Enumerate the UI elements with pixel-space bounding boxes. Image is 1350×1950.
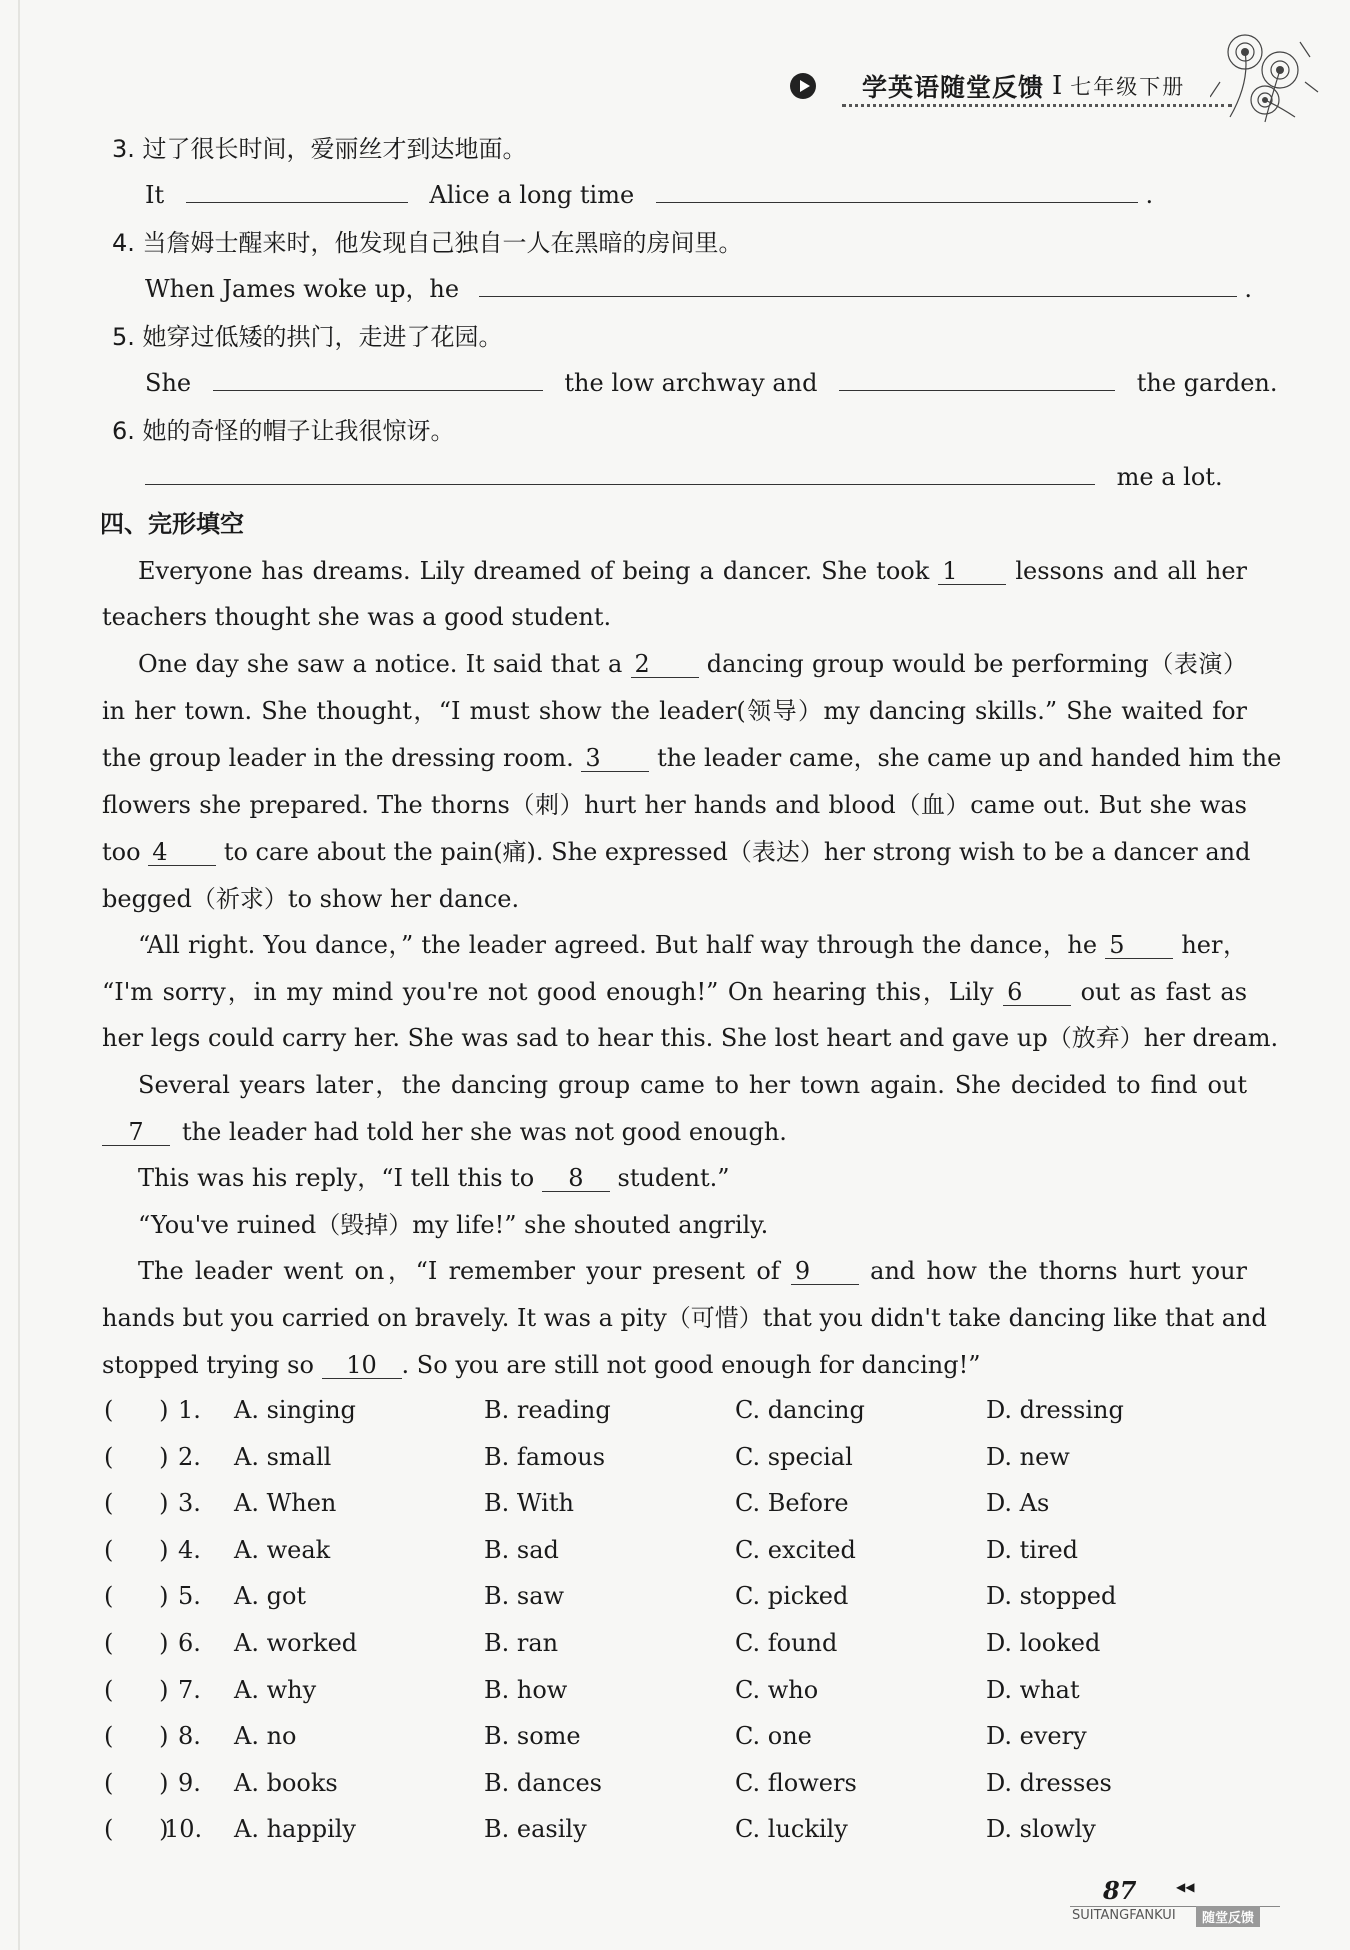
option-a[interactable]: A. singing bbox=[234, 1396, 356, 1424]
option-d[interactable]: D. looked bbox=[986, 1629, 1101, 1657]
cloze-line: begged（祈求）to show her dance. bbox=[102, 885, 520, 913]
option-c[interactable]: C. special bbox=[735, 1442, 853, 1471]
cloze-text: the group leader in the dressing room. bbox=[102, 744, 574, 772]
option-row bbox=[104, 1768, 1204, 1800]
option-a[interactable]: A. no bbox=[234, 1722, 297, 1751]
option-number: 1. bbox=[178, 1396, 201, 1424]
option-row bbox=[104, 1814, 1204, 1846]
cloze-line bbox=[102, 1070, 1247, 1100]
option-d[interactable]: D. new bbox=[986, 1442, 1070, 1471]
cloze-text: lessons and all her bbox=[1015, 557, 1247, 585]
cloze-text: One day she saw a notice. It said that a bbox=[138, 650, 623, 678]
option-d[interactable]: D. every bbox=[986, 1722, 1087, 1751]
option-number: 10. bbox=[164, 1815, 203, 1844]
option-number: 6. bbox=[178, 1629, 201, 1657]
option-row bbox=[104, 1442, 1204, 1474]
footer-brand-box: 随堂反馈 bbox=[1196, 1906, 1260, 1927]
footer-arrows-icon: ◀◀ bbox=[1176, 1880, 1195, 1894]
cloze-text: and how the thorns hurt your bbox=[870, 1257, 1247, 1285]
option-row bbox=[104, 1721, 1204, 1753]
question-6-english bbox=[145, 462, 1223, 492]
cloze-line bbox=[102, 930, 1247, 960]
option-b[interactable]: B. ran bbox=[484, 1629, 559, 1657]
q5-text-1: She bbox=[145, 369, 192, 397]
option-number: 8. bbox=[178, 1722, 201, 1751]
option-b[interactable]: B. sad bbox=[484, 1535, 559, 1564]
answer-parentheses[interactable]: ( ) bbox=[104, 1629, 169, 1657]
option-b[interactable]: B. dances bbox=[484, 1768, 602, 1797]
blank-2[interactable]: 2 bbox=[631, 651, 699, 678]
option-c[interactable]: C. who bbox=[735, 1675, 819, 1704]
page-header bbox=[790, 66, 1185, 106]
cloze-text: to care about the pain(痛). She expressed（表达）her strong wish to be a dancer and bbox=[223, 838, 1251, 866]
option-b[interactable]: B. reading bbox=[484, 1396, 611, 1424]
cloze-text: “You've ruined（毁掉）my life!” she shouted angrily. bbox=[138, 1211, 769, 1239]
cloze-text: out as fast as bbox=[1080, 978, 1248, 1006]
cloze-line bbox=[102, 556, 1247, 586]
cloze-text: . So you are still not good enough for dancing!” bbox=[401, 1351, 981, 1379]
cloze-line bbox=[102, 743, 1282, 773]
option-c[interactable]: C. luckily bbox=[735, 1815, 848, 1844]
option-row bbox=[104, 1675, 1204, 1707]
q4-blank[interactable] bbox=[479, 274, 1237, 297]
option-a[interactable]: A. happily bbox=[234, 1815, 356, 1844]
answer-parentheses[interactable]: ( ) bbox=[104, 1535, 169, 1564]
option-number: 5. bbox=[178, 1582, 201, 1611]
option-c[interactable]: C. found bbox=[735, 1629, 838, 1657]
answer-parentheses[interactable]: ( ) bbox=[104, 1442, 169, 1471]
q4-end: . bbox=[1244, 275, 1253, 303]
cloze-line bbox=[102, 1256, 1247, 1286]
cloze-line: hands but you carried on bravely. It was a pity（可惜）that you didn't take dancing like that and bbox=[102, 1304, 1267, 1332]
cloze-text: This was his reply，“I tell this to bbox=[138, 1164, 535, 1192]
q5-text-2: the low archway and bbox=[564, 369, 818, 397]
blank-5[interactable]: 5 bbox=[1105, 932, 1173, 959]
book-title: 学英语随堂反馈 bbox=[862, 73, 1045, 102]
q3-text-1: It bbox=[145, 181, 165, 209]
option-d[interactable]: D. dressing bbox=[986, 1396, 1124, 1424]
option-d[interactable]: D. what bbox=[986, 1675, 1080, 1704]
blank-4[interactable]: 4 bbox=[148, 839, 216, 866]
option-d[interactable]: D. stopped bbox=[986, 1582, 1117, 1611]
cloze-line: in her town. She thought，“I must show the leader(领导）my dancing skills.” She waited for bbox=[102, 697, 1247, 725]
option-c[interactable]: C. flowers bbox=[735, 1768, 857, 1797]
option-row bbox=[104, 1488, 1204, 1520]
answer-parentheses[interactable]: ( ) bbox=[104, 1675, 169, 1704]
option-b[interactable]: B. With bbox=[484, 1489, 574, 1518]
cloze-line bbox=[102, 1210, 768, 1240]
q3-text-2: Alice a long time bbox=[429, 181, 635, 209]
option-a[interactable]: A. weak bbox=[234, 1535, 331, 1564]
footer-brand: SUITANGFANKUI bbox=[1072, 1908, 1176, 1923]
blank-1[interactable]: 1 bbox=[938, 558, 1006, 585]
play-icon bbox=[790, 73, 816, 99]
option-b[interactable]: B. how bbox=[484, 1675, 568, 1704]
cloze-line bbox=[102, 1163, 730, 1193]
cloze-text: her， bbox=[1181, 931, 1247, 959]
cloze-line: her legs could carry her. She was sad to hear this. She lost heart and gave up（放弃）her dream. bbox=[102, 1024, 1279, 1052]
option-b[interactable]: B. famous bbox=[484, 1442, 606, 1471]
cloze-line bbox=[102, 1117, 787, 1147]
blank-10[interactable]: 10 bbox=[322, 1352, 402, 1379]
option-row bbox=[104, 1395, 1204, 1427]
header-separator: I bbox=[1052, 71, 1063, 101]
answer-parentheses[interactable]: ( ) bbox=[104, 1815, 169, 1844]
option-d[interactable]: D. As bbox=[986, 1489, 1050, 1518]
option-a[interactable]: A. When bbox=[234, 1489, 337, 1518]
option-number: 3. bbox=[178, 1489, 201, 1518]
option-d[interactable]: D. dresses bbox=[986, 1768, 1112, 1797]
cloze-text: the leader came，she came up and handed him the bbox=[657, 744, 1282, 772]
option-number: 7. bbox=[178, 1675, 201, 1704]
answer-parentheses[interactable]: ( ) bbox=[104, 1396, 169, 1424]
option-c[interactable]: C. dancing bbox=[735, 1396, 865, 1424]
sunflower-logo-icon bbox=[1210, 22, 1320, 132]
option-d[interactable]: D. slowly bbox=[986, 1815, 1096, 1844]
blank-3[interactable]: 3 bbox=[581, 745, 649, 772]
answer-parentheses[interactable]: ( ) bbox=[104, 1489, 169, 1518]
q5-blank-2[interactable] bbox=[839, 368, 1115, 391]
cloze-line bbox=[102, 837, 1251, 867]
header-dotted-rule bbox=[842, 104, 1232, 107]
q5-text-3: the garden. bbox=[1136, 369, 1278, 397]
q6-end: me a lot. bbox=[1116, 463, 1223, 491]
option-b[interactable]: B. some bbox=[484, 1722, 581, 1751]
cloze-text: “All right. You dance，” the leader agreed. But half way through the dance，he bbox=[138, 931, 1098, 959]
answer-parentheses[interactable]: ( ) bbox=[104, 1768, 169, 1797]
cloze-text: student.” bbox=[617, 1164, 730, 1192]
answer-parentheses[interactable]: ( ) bbox=[104, 1582, 169, 1611]
cloze-text: dancing group would be performing（表演） bbox=[706, 650, 1247, 678]
option-number: 9. bbox=[178, 1768, 201, 1797]
option-number: 2. bbox=[178, 1442, 201, 1471]
option-c[interactable]: C. picked bbox=[735, 1582, 849, 1611]
cloze-text: stopped trying so bbox=[102, 1351, 314, 1379]
q3-end: . bbox=[1145, 181, 1154, 209]
option-d[interactable]: D. tired bbox=[986, 1535, 1079, 1564]
option-a[interactable]: A. books bbox=[234, 1768, 338, 1797]
question-5-chinese: 5. 她穿过低矮的拱门，走进了花园。 bbox=[112, 323, 503, 351]
option-number: 4. bbox=[178, 1535, 201, 1564]
q5-blank-1[interactable] bbox=[213, 368, 543, 391]
question-5-english bbox=[145, 368, 1277, 398]
option-a[interactable]: A. why bbox=[234, 1675, 317, 1704]
option-c[interactable]: C. Before bbox=[735, 1489, 849, 1518]
option-a[interactable]: A. got bbox=[234, 1582, 307, 1611]
option-b[interactable]: B. easily bbox=[484, 1815, 587, 1844]
blank-9[interactable]: 9 bbox=[791, 1258, 859, 1285]
cloze-text: the leader had told her she was not good enough. bbox=[182, 1118, 787, 1146]
option-b[interactable]: B. saw bbox=[484, 1582, 565, 1611]
q6-blank[interactable] bbox=[145, 462, 1095, 485]
cloze-line bbox=[102, 1350, 981, 1380]
cloze-line: teachers thought she was a good student. bbox=[102, 603, 612, 631]
question-3-english bbox=[145, 180, 1153, 210]
blank-7[interactable]: 7 bbox=[102, 1119, 170, 1146]
option-a[interactable]: A. small bbox=[234, 1442, 332, 1471]
page-edge bbox=[18, 0, 20, 1950]
option-c[interactable]: C. excited bbox=[735, 1535, 856, 1564]
cloze-line: flowers she prepared. The thorns（刺）hurt her hands and blood（血）came out. But she was bbox=[102, 791, 1247, 819]
cloze-text: Several years later，the dancing group came to her town again. She decided to find out bbox=[138, 1071, 1247, 1099]
cloze-text: Everyone has dreams. Lily dreamed of being a dancer. She took bbox=[138, 557, 930, 585]
cloze-text: too bbox=[102, 838, 141, 866]
question-3-chinese: 3. 过了很长时间，爱丽丝才到达地面。 bbox=[112, 135, 527, 163]
grade-label: 七年级下册 bbox=[1070, 75, 1186, 99]
question-4-chinese: 4. 当詹姆士醒来时，他发现自己独自一人在黑暗的房间里。 bbox=[112, 229, 743, 257]
section-title: 四、完形填空 bbox=[100, 510, 244, 538]
option-row bbox=[104, 1581, 1204, 1613]
cloze-text: “I'm sorry，in my mind you're not good enough!” On hearing this，Lily bbox=[102, 978, 994, 1006]
question-4-english bbox=[145, 274, 1252, 304]
option-row bbox=[104, 1628, 1204, 1660]
blank-6[interactable]: 6 bbox=[1003, 979, 1071, 1006]
q3-blank-1[interactable] bbox=[186, 180, 408, 203]
page-number: 87 bbox=[1103, 1876, 1137, 1905]
answer-parentheses[interactable]: ( ) bbox=[104, 1722, 169, 1751]
blank-8[interactable]: 8 bbox=[542, 1165, 610, 1192]
cloze-line bbox=[102, 977, 1247, 1007]
option-row bbox=[104, 1535, 1204, 1567]
option-c[interactable]: C. one bbox=[735, 1722, 812, 1751]
q3-blank-2[interactable] bbox=[656, 180, 1138, 203]
cloze-line bbox=[102, 649, 1247, 679]
option-a[interactable]: A. worked bbox=[234, 1629, 358, 1657]
q4-text-1: When James woke up，he bbox=[145, 275, 460, 303]
question-6-chinese: 6. 她的奇怪的帽子让我很惊讶。 bbox=[112, 417, 455, 445]
cloze-text: The leader went on，“I remember your present of bbox=[138, 1257, 780, 1285]
